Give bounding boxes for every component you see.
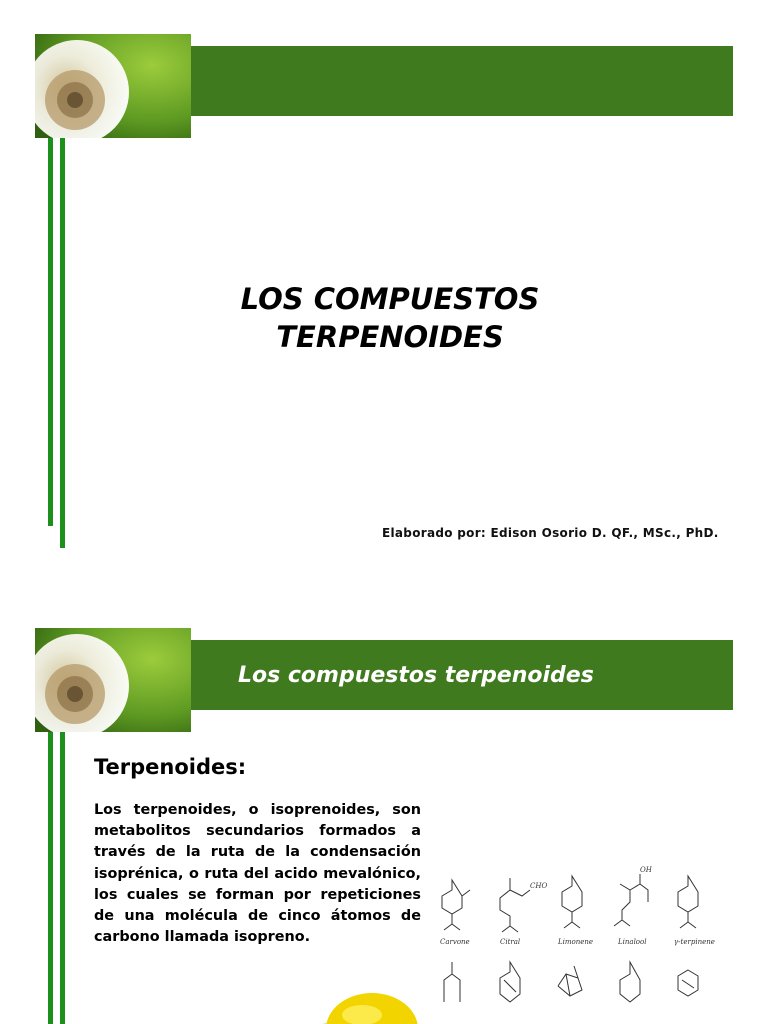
limonene-structure [562, 876, 582, 928]
decorative-line [60, 138, 65, 548]
molecule-label: Linalool [618, 938, 647, 946]
slide-2 [0, 592, 768, 1024]
decorative-line [60, 732, 65, 1024]
content-heading: Terpenoides: [94, 755, 247, 779]
title-line-2: TERPENOIDES [276, 320, 504, 354]
header-bar [191, 640, 733, 710]
slide-title [190, 280, 590, 356]
lemon-image [300, 987, 425, 1024]
molecule-label: Limonene [558, 938, 594, 946]
terpenoid-structures [430, 862, 730, 1024]
gamma-terpinene-structure [678, 876, 698, 928]
oh-label: OH [640, 866, 652, 874]
body-paragraph: Los terpenoides, o isoprenoides, son metabolitos secundarios formados a través de la ruta de la condensación isoprénica, o ruta del acido mevalónico, los cuales se forman por repeticiones de una molécula de cinco átomos de carbono llamada isopreno. [94, 802, 421, 946]
decorative-line [48, 138, 53, 526]
cho-label: CHO [530, 882, 548, 890]
linalool-structure [614, 874, 648, 926]
second-row-structures [444, 962, 698, 1002]
author-credit: Elaborado por: Edison Osorio D. QF., MSc., PhD. [382, 526, 719, 540]
section-title: Los compuestos terpenoides [238, 662, 594, 688]
molecule-label: Citral [500, 938, 521, 946]
dandelion-photo [35, 628, 191, 732]
dandelion-photo [35, 34, 191, 138]
decorative-line [48, 732, 53, 1024]
title-line-1: LOS COMPUESTOS [240, 282, 540, 316]
carvone-structure [442, 880, 470, 930]
molecule-label: γ-terpinene [674, 938, 715, 946]
header-bar [191, 46, 733, 116]
citral-structure [500, 878, 530, 932]
molecule-label: Carvone [440, 938, 470, 946]
